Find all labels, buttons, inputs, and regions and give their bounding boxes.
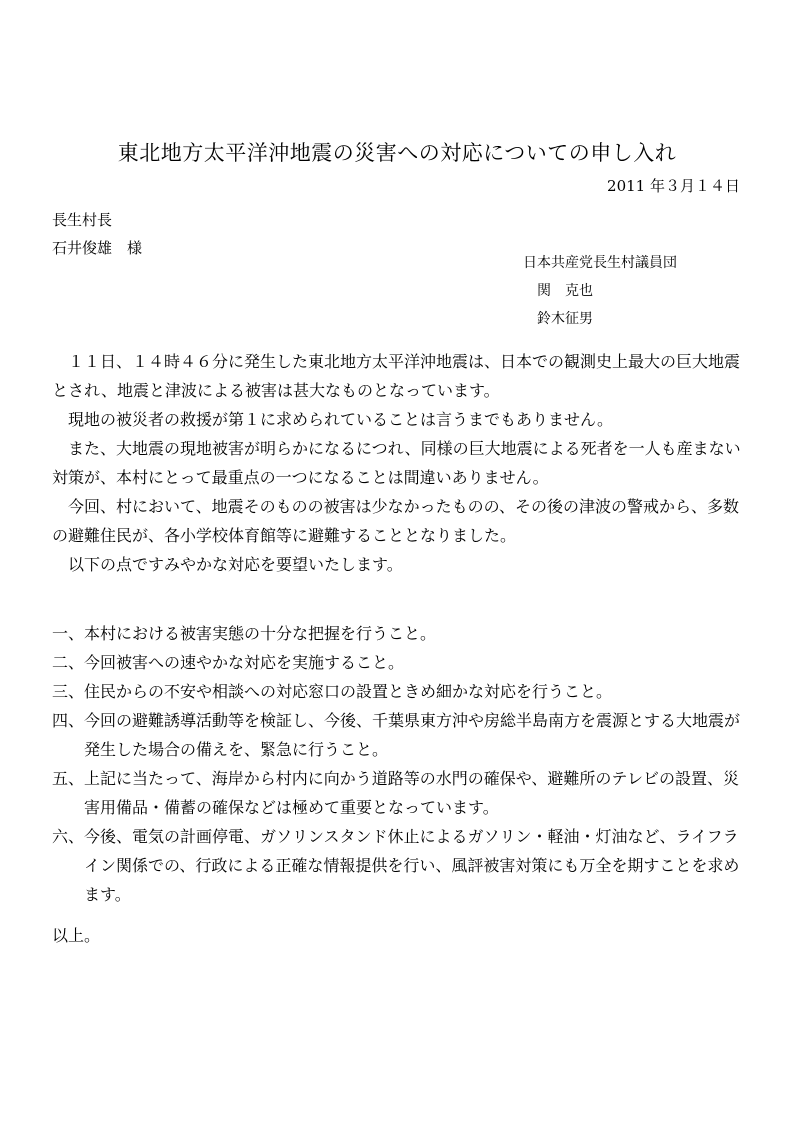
list-item xyxy=(52,648,752,677)
body-paragraph: また、大地震の現地被害が明らかになるにつれ、同様の巨大地震による死者を一人も産まない対策が、本村にとって最重点の一つになることは間違いありません。 xyxy=(52,439,741,487)
list-item-text: 住民からの不安や相談への対応窓口の設置ときめ細かな対応を行うこと。 xyxy=(84,682,613,701)
list-item-number: 六、 xyxy=(52,827,85,846)
closing-text: 以上。 xyxy=(52,926,101,945)
addressee-name: 石井俊雄 様 xyxy=(52,239,143,257)
list-item-text: 今後、電気の計画停電、ガソリンスタンド休止によるガソリン・軽油・灯油など、ライフライン関係での、行政による正確な情報提供を行い、風評被害対策にも万全を期すことを求めます。 xyxy=(84,827,740,904)
list-item-number: 三、 xyxy=(52,682,85,701)
list-item xyxy=(52,764,752,822)
body-paragraph: 以下の点ですみやかな対応を要望いたします。 xyxy=(52,555,403,574)
document-title: 東北地方太平洋沖地震の災害への対応についての申し入れ xyxy=(117,141,677,165)
list-item xyxy=(52,706,752,764)
list-item-text: 本村における被害実態の十分な把握を行うこと。 xyxy=(84,624,437,643)
list-item xyxy=(52,619,752,648)
list-item-text: 今回被害への速やかな対応を実施すること。 xyxy=(84,653,405,672)
list-item xyxy=(52,822,752,909)
list-item-number: 五、 xyxy=(52,769,85,788)
sender-member: 関 克也 xyxy=(537,283,593,299)
addressee-block xyxy=(52,206,142,262)
list-item-number: 一、 xyxy=(52,624,85,643)
body-paragraph: 今回、村において、地震そのものの被害は少なかったものの、その後の津波の警戒から、多数の避難住民が、各小学校体育館等に避難することとなりました。 xyxy=(52,497,740,545)
addressee-title: 長生村長 xyxy=(52,211,113,229)
list-item-text: 上記に当たって、海岸から村内に向かう道路等の水門の確保や、避難所のテレビの設置、災害用備品・備蓄の確保などは極めて重要となっています。 xyxy=(84,769,740,817)
body-paragraph: 現地の被災者の救援が第１に求められていることは言うまでもありません。 xyxy=(52,410,613,429)
sender-member: 鈴木征男 xyxy=(537,311,593,327)
request-list xyxy=(52,619,752,909)
body-text xyxy=(52,347,752,579)
body-paragraph: １１日、１４時４６分に発生した東北地方太平洋沖地震は、日本での観測史上最大の巨大地震とされ、地震と津波による被害は甚大なものとなっています。 xyxy=(52,352,741,400)
sender-organization: 日本共産党長生村議員団 xyxy=(523,255,677,271)
sender-block xyxy=(523,249,677,333)
list-item-number: 四、 xyxy=(52,711,85,730)
document-date: 2011 年３月１４日 xyxy=(607,177,740,195)
list-item-text: 今回の避難誘導活動等を検証し、今後、千葉県東方沖や房総半島南方を震源とする大地震が発生した場合の備えを、緊急に行うこと。 xyxy=(84,711,741,759)
list-item xyxy=(52,677,752,706)
list-item-number: 二、 xyxy=(52,653,85,672)
